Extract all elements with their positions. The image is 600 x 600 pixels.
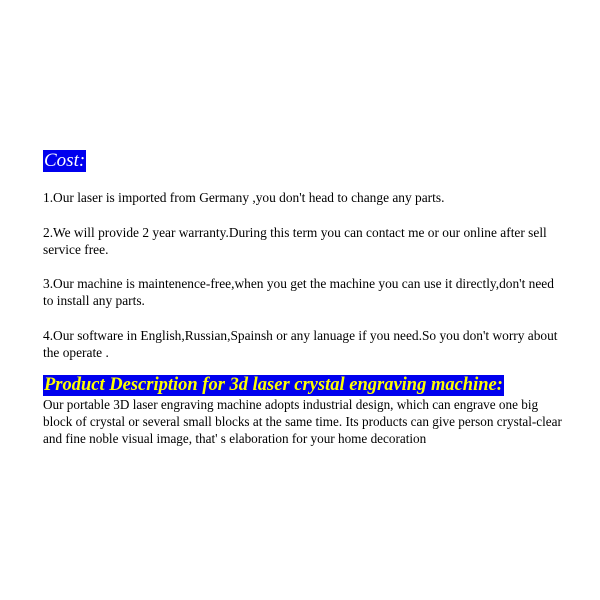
- product-description-text: Our portable 3D laser engraving machine adopts industrial design, which can engrave one big block of crystal or several small blocks at the same time. Its products can give person crystal-clear and fine noble visual image, that' s elaboration for your home decoration: [43, 397, 562, 446]
- cost-item-4: 4.Our software in English,Russian,Spainsh or any lanuage if you need.So you don't worry about the operate .: [43, 328, 558, 360]
- product-description-heading: Product Description for 3d laser crystal engraving machine:: [44, 375, 503, 395]
- cost-heading: Cost:: [44, 150, 86, 171]
- cost-item-3: 3.Our machine is maintenence-free,when you get the machine you can use it directly,don't need to install any parts.: [43, 276, 554, 308]
- cost-item-1: 1.Our laser is imported from Germany ,you don't head to change any parts.: [43, 190, 445, 205]
- cost-item-2: 2.We will provide 2 year warranty.During this term you can contact me or our online after sell service free.: [43, 225, 547, 257]
